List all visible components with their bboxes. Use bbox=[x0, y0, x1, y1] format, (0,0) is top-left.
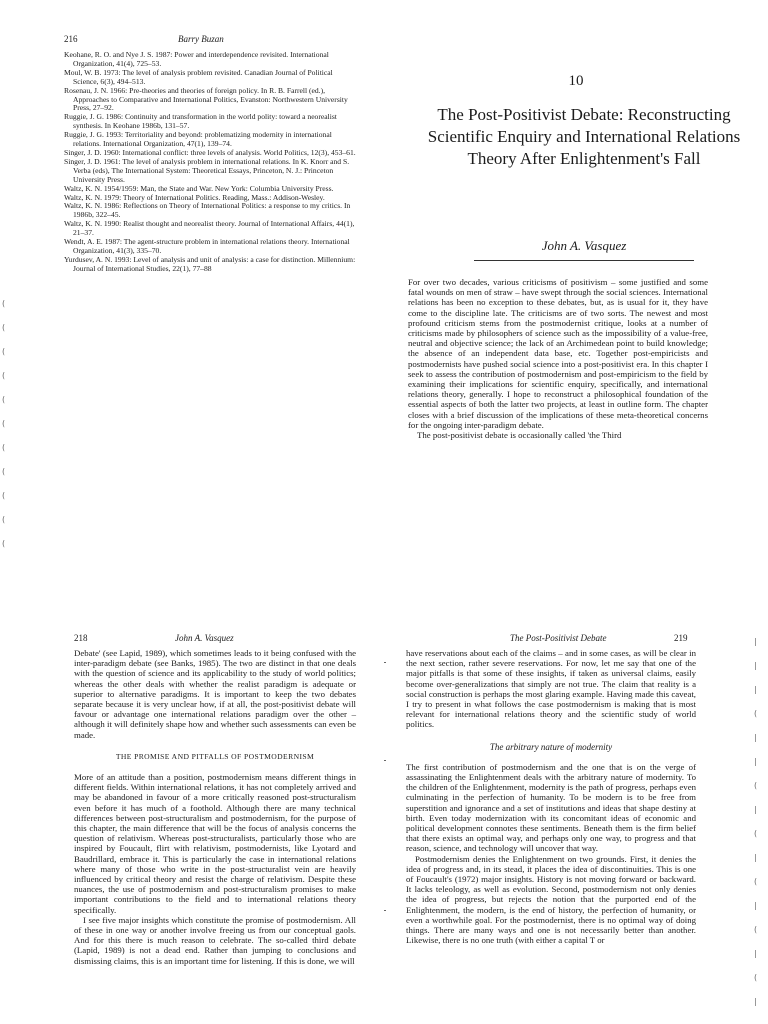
binding-mark bbox=[384, 662, 386, 663]
paragraph: The post-positivist debate is occasionally called 'the Third bbox=[417, 430, 622, 441]
title-rule bbox=[474, 260, 694, 261]
reference-entry: Moul, W. B. 1973: The level of analysis problem revisited. Canadian Journal of Political Science, 6(3), 494–513. bbox=[64, 67, 333, 86]
paragraph: Debate' (see Lapid, 1989), which sometimes leads to it being confused with the inter-paradigm debate (see Banks, 1985). The two are distinct in that one deals with the question of science and its applicability to the study of world politics; whereas the other deals with whether the realist paradigm is adequate or superior to alternative paradigms. It is important to keep the two debates separate because it is very unclear how, if at all, the post-positivist debate will favour or advantage one international relations paradigm over the other – although it will definitely shape how and whether such assessments can even be made. bbox=[74, 648, 356, 740]
reference-list bbox=[64, 51, 356, 274]
running-head: The Post-Positivist Debate bbox=[510, 633, 607, 643]
paragraph: Postmodernism denies the Enlightenment on two grounds. First, it denies the idea of progress and, in its stead, it places the idea of discontinuities. This is one of Foucault's (1972) major insights. History is not moving forward or backward. It lacks teleology, as well as evolution. Second, postmodernism not only denies the idea of progress, but rejects the notion that the purported end of the Enlightenment, the modern, is the end of history, the perfection of humanity, or even a worthwhile goal. For the postmodernist, there is no optimal way of doing things. There are many ways and one is not necessarily better than another. Likewise, there is no one truth (with either a capital T or bbox=[406, 853, 696, 946]
body-text bbox=[74, 648, 356, 966]
body-text bbox=[406, 648, 696, 945]
spread-gap bbox=[0, 580, 768, 610]
chapter-opening-text bbox=[408, 277, 708, 440]
page-218 bbox=[0, 610, 384, 1024]
chapter-number: 10 bbox=[568, 73, 584, 89]
chapter-author: John A. Vasquez bbox=[541, 238, 627, 253]
reference-entry: Waltz, K. N. 1986: Reflections on Theory of International Politics: a response to my critics. In 1986b, 322–45. bbox=[64, 201, 351, 220]
reference-entry: Keohane, R. O. and Nye J. S. 1987: Power and interdependence revisited. International Organization, 41(4), 725–53. bbox=[64, 50, 329, 68]
paragraph: More of an attitude than a position, postmodernism means different things in different fields. Within international relations, it has not completely arrived and may be abandoned in favour of a more critically reasoned post-structuralism even before it has much of a foothold. Although there are many technical differences between post-structuralism and postmodernism, for the purpose of this chapter, the main difference that will be the focus of analysis concerns the question of relativism. Whereas post-structuralists, particularly those who are inspired by Foucault, flirt with relativism, postmodernists, like Lyotard and Baudrillard, embrace it. This is particularly the case in international relations where many of those who write in the post-structuralist vein are heavily influenced by critical theory and resist the charge of relativism. Despite these nuances, the use of postmodernism and post-structuralism promises to make important contributions to the field and to international relations theory specifically. bbox=[74, 772, 356, 915]
section-subheading: The arbitrary nature of modernity bbox=[489, 741, 613, 752]
running-head: Barry Buzan bbox=[178, 34, 224, 44]
reference-entry: Ruggie, J. G. 1993: Territoriality and beyond: problematizing modernity in international relations. International Organization, 47(1), 139–74. bbox=[64, 130, 332, 149]
paragraph: I see five major insights which constitute the promise of postmodernism. All of these in one way or another involve freeing us from our conceptual gaols. And for this there is much reason to celebrate. The so-called third debate (Lapid, 1989) is not a dead end. Rather than jumping to conclusions and dismissing claims, this is an important time for listening. If this is done, we will bbox=[74, 914, 356, 966]
running-head: John A. Vasquez bbox=[175, 633, 234, 643]
page-219 bbox=[384, 610, 768, 1024]
margin-scan-marks: ( ( ( ( ( ( ( ( ( ( ( bbox=[2, 299, 6, 548]
paragraph: For over two decades, various criticisms of positivism – some justified and some fatal wounds on men of straw – have swept through the social sciences. International relations has been no exception to these debates, but, as is usual for it, they have come to the discipline late. The criticisms are of two sorts. The newest and most profound criticism stems from the postmodernist critique, looks at a number of criticisms made by philosophers of science such as the impossibility of a value-free, neutral and objective science; the lack of an Archimedean point to build knowledge; the absence of an independent data base, etc. Together post-empiricists and postmodernists have pushed social science into a post-positivist era. In this chapter I seek to assess the contribution of postmodernism and post-empiricism to the field by examining their implications for scientific enquiry, specifically, and international relations theory, generally. I hope to reconstruct a philosophical foundation of the essential aspects of both the latter two projects, at least in outline form. The chapter closes with a brief discussion of the implications of these meta-theoretical concerns for the ongoing inter-paradigm debate. bbox=[408, 277, 708, 430]
section-heading: THE PROMISE AND PITFALLS OF POSTMODERNISM bbox=[115, 751, 315, 761]
reference-entry: Singer, J. D. 1960: International conflict: three levels of analysis. World Politics, 12(3), 453–61. bbox=[64, 147, 356, 157]
page-217 bbox=[384, 0, 768, 580]
page-number: 216 bbox=[64, 34, 78, 44]
chapter-title: The Post-Positivist Debate: Reconstructing Scientific Enquiry and International Relations Theory After Enlightenment's Fall bbox=[427, 105, 741, 168]
reference-entry: Yurdusev, A. N. 1993: Level of analysis and unit of analysis: a case for distinction. Millennium: Journal of International Studies, 22(1), 77–88 bbox=[64, 254, 356, 273]
binding-mark bbox=[384, 910, 386, 911]
reference-entry: Singer, J. D. 1961: The level of analysis problem in international relations. In K. Knorr and S. Verba (eds), The International System: Theoretical Essays, Princeton, N. J.: Princeton University Press. bbox=[64, 156, 350, 184]
page-number: 218 bbox=[74, 633, 88, 643]
reference-entry: Ruggie, J. G. 1986: Continuity and transformation in the world polity: toward a neorealist synthesis. In Keohane 1986b, 131–57. bbox=[64, 112, 337, 131]
reference-entry: Rosenau, J. N. 1966: Pre-theories and theories of foreign policy. In R. B. Farrell (ed.), Approaches to Comparative and International Politics, Evanston: Northwestern University Press, 27–92. bbox=[64, 85, 348, 113]
paragraph: have reservations about each of the claims – and in some cases, as will be clear in the next section, rather severe reservations. For now, let me say that one of the major pitfalls is that some of these insights, if taken as universal claims, easily become over-generalizations that simply are not true. The claim that reality is a social construction is perhaps the most glaring example. Having made this caveat, I try to present in what follows the case postmodernism is making that is most relevant for international relations theory and the scientific study of world politics. bbox=[406, 648, 696, 730]
reference-entry: Waltz, K. N. 1954/1959: Man, the State and War. New York: Columbia University Press. bbox=[64, 183, 334, 193]
reference-entry: Waltz, K. N. 1979: Theory of International Politics. Reading, Mass.: Addison-Wesley. bbox=[64, 192, 325, 202]
page-216 bbox=[0, 0, 384, 580]
reference-entry: Waltz, K. N. 1990: Realist thought and neorealist theory. Journal of International Affairs, 44(1), 21–37. bbox=[64, 219, 355, 238]
binding-mark bbox=[384, 760, 386, 761]
page-number: 219 bbox=[674, 633, 688, 643]
reference-entry: Wendt, A. E. 1987: The agent-structure problem in international relations theory. International Organization, 41(3), 335–70. bbox=[64, 237, 350, 255]
paragraph: The first contribution of postmodernism and the one that is on the verge of assassinating the Enlightenment deals with the arbitrary nature of modernity. To the children of the Enlightenment, modernity is the path of progress, perhaps even culminating in the perfection of humanity. To be modern is to be free from superstition and ignorance and a set of institutions and ideas that shape destiny at birth. Even today modernization with its concomitant ideas of economic and political development connotes these sentiments. Beneath them is the firm belief that there exists an optimal way, and perhaps only one way, to progress and that reason, science, and technology will uncover that way. bbox=[406, 761, 696, 854]
margin-scan-marks: | | | ( | | ( | ( | ( | ( | ( | bbox=[754, 637, 758, 1006]
